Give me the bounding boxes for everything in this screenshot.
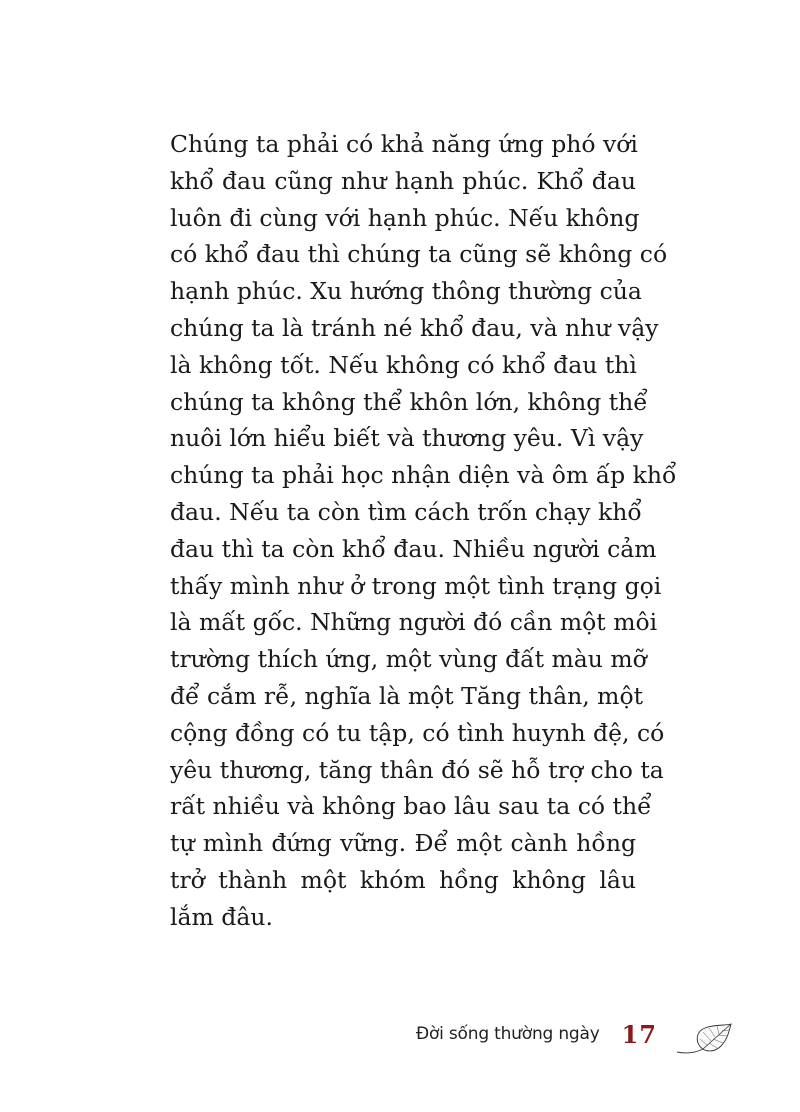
- text-line: để cắm rễ, nghĩa là một Tăng thân, một: [170, 681, 644, 710]
- text-line: đau. Nếu ta còn tìm cách trốn chạy khổ: [170, 497, 642, 526]
- text-line: tự mình đứng vững. Để một cành hồng: [170, 829, 636, 858]
- text-line: trường thích ứng, một vùng đất màu mỡ: [170, 645, 647, 674]
- running-title: Đời sống thường ngày: [416, 1024, 600, 1044]
- text-line: chúng ta phải học nhận diện và ôm ấp khổ: [170, 461, 677, 490]
- text-line: lắm đâu.: [170, 902, 273, 931]
- text-line: rất nhiều và không bao lâu sau ta có thể: [170, 792, 652, 821]
- leaf-icon: [675, 1022, 735, 1058]
- text-line: hạnh phúc. Xu hướng thông thường của: [170, 277, 642, 306]
- text-line: đau thì ta còn khổ đau. Nhiều người cảm: [170, 534, 657, 563]
- text-line: khổ đau cũng như hạnh phúc. Khổ đau: [170, 166, 636, 195]
- text-line: yêu thương, tăng thân đó sẽ hỗ trợ cho ta: [170, 755, 664, 784]
- text-line: chúng ta không thể khôn lớn, không thể: [170, 387, 648, 416]
- text-line: nuôi lớn hiểu biết và thương yêu. Vì vậy: [170, 424, 644, 453]
- text-line: trở thành một khóm hồng không lâu: [170, 865, 636, 894]
- text-line: chúng ta là tránh né khổ đau, và như vậy: [170, 313, 659, 342]
- text-line: luôn đi cùng với hạnh phúc. Nếu không: [170, 203, 640, 232]
- text-line: là mất gốc. Những người đó cần một môi: [170, 608, 658, 637]
- text-line: Chúng ta phải có khả năng ứng phó với: [170, 130, 638, 158]
- page-footer: [416, 1014, 735, 1054]
- text-line: là không tốt. Nếu không có khổ đau thì: [170, 350, 637, 379]
- page-number: 17: [621, 1019, 657, 1049]
- body-paragraph: [170, 126, 677, 936]
- text-line: có khổ đau thì chúng ta cũng sẽ không có: [170, 240, 668, 269]
- text-line: thấy mình như ở trong một tình trạng gọi: [170, 571, 662, 600]
- text-line: cộng đồng có tu tập, có tình huynh đệ, có: [170, 718, 665, 747]
